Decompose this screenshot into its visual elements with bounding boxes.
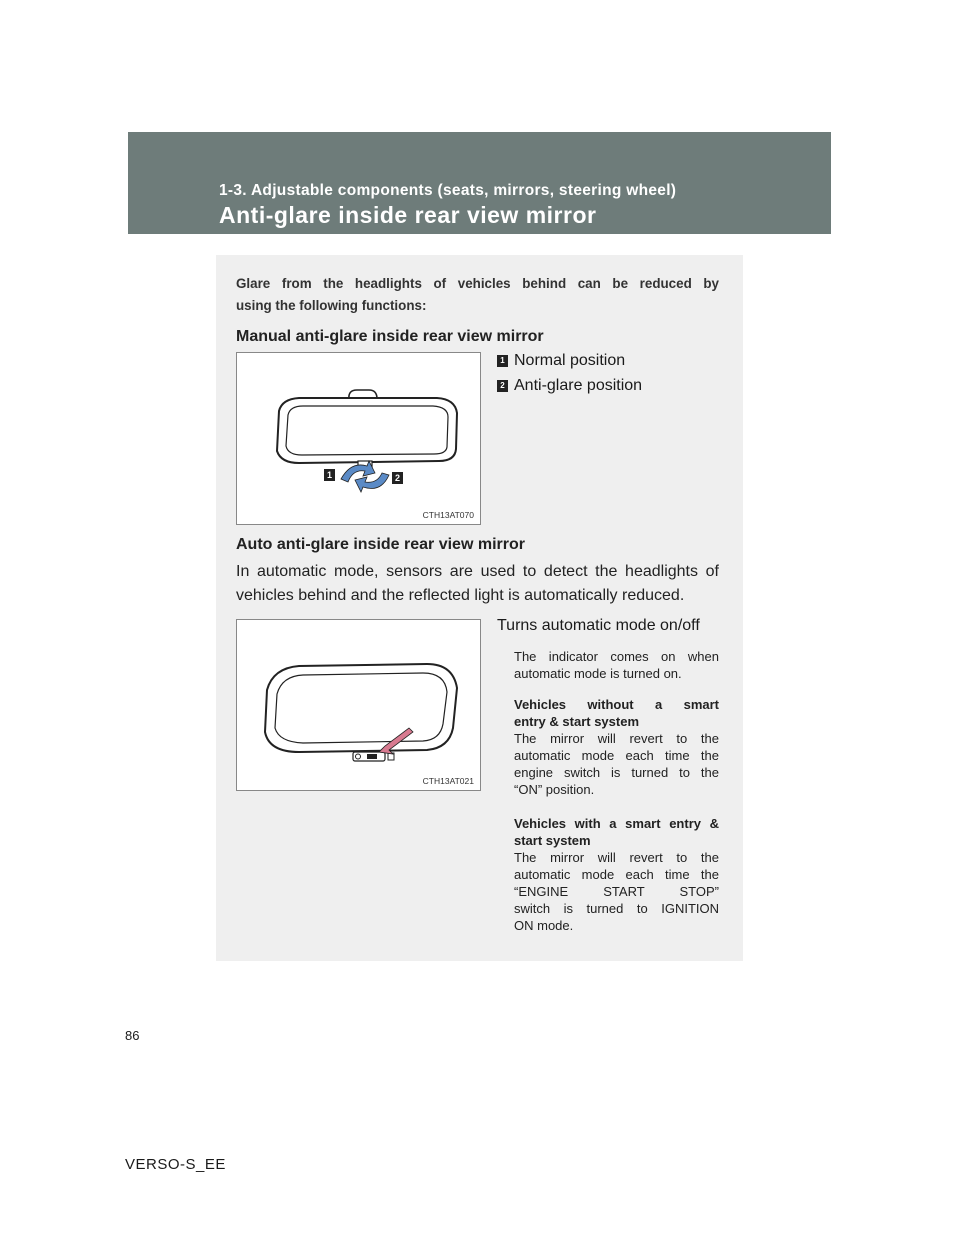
auto-mirror-figure [236,619,481,791]
section-label: 1-3. Adjustable components (seats, mirrors, steering wheel) [219,182,677,199]
footer-model-code: VERSO-S_EE [125,1156,226,1173]
manual-mirror-figure [236,352,481,525]
manual-heading: Manual anti-glare inside rear view mirror [236,328,544,345]
page-number: 86 [125,1028,140,1043]
auto-paragraph-line-1: In automatic mode, sensors are used to detect the headlights of [236,563,719,580]
intro-line-2: using the following functions: [236,298,427,313]
intro-line-1: Glare from the headlights of vehicles behind can be reduced by [236,276,719,291]
legend-label-normal: Normal position [514,352,626,369]
legend-item-anti-glare [497,377,642,395]
content-panel [216,255,743,961]
auto-heading: Auto anti-glare inside rear view mirror [236,536,525,553]
callout-2-label: 2 [394,473,401,483]
callout-1-label: 1 [326,470,333,480]
legend-label-anti-glare: Anti-glare position [514,377,643,394]
note-without-smart-entry: Vehicles without a smart entry & start system The mirror will revert to the automatic mode each time the engine switch is turned to the “ON” position. [514,697,719,797]
auto-mirror-illustration [237,620,480,790]
auto-paragraph-line-2: vehicles behind and the reflected light is automatically reduced. [236,587,685,604]
turns-auto-mode-text: Turns automatic mode on/off [497,617,700,634]
page-title: Anti-glare inside rear view mirror [219,202,597,228]
note-with-smart-entry: Vehicles with a smart entry & start system The mirror will revert to the automatic mode each time the “ENGINE START STOP” switch is turned to IGNITION ON mode. [514,816,719,933]
legend-item-normal [497,352,625,370]
note-indicator: The indicator comes on when automatic mode is turned on. [514,649,719,681]
figure-code: CTH13AT070 [422,510,474,520]
number-1-icon: 1 [497,355,508,367]
chapter-header [128,132,831,234]
auto-paragraph [236,560,719,608]
figure-code: CTH13AT021 [422,776,474,786]
manual-mirror-illustration [237,353,480,524]
number-2-icon: 2 [497,380,508,392]
